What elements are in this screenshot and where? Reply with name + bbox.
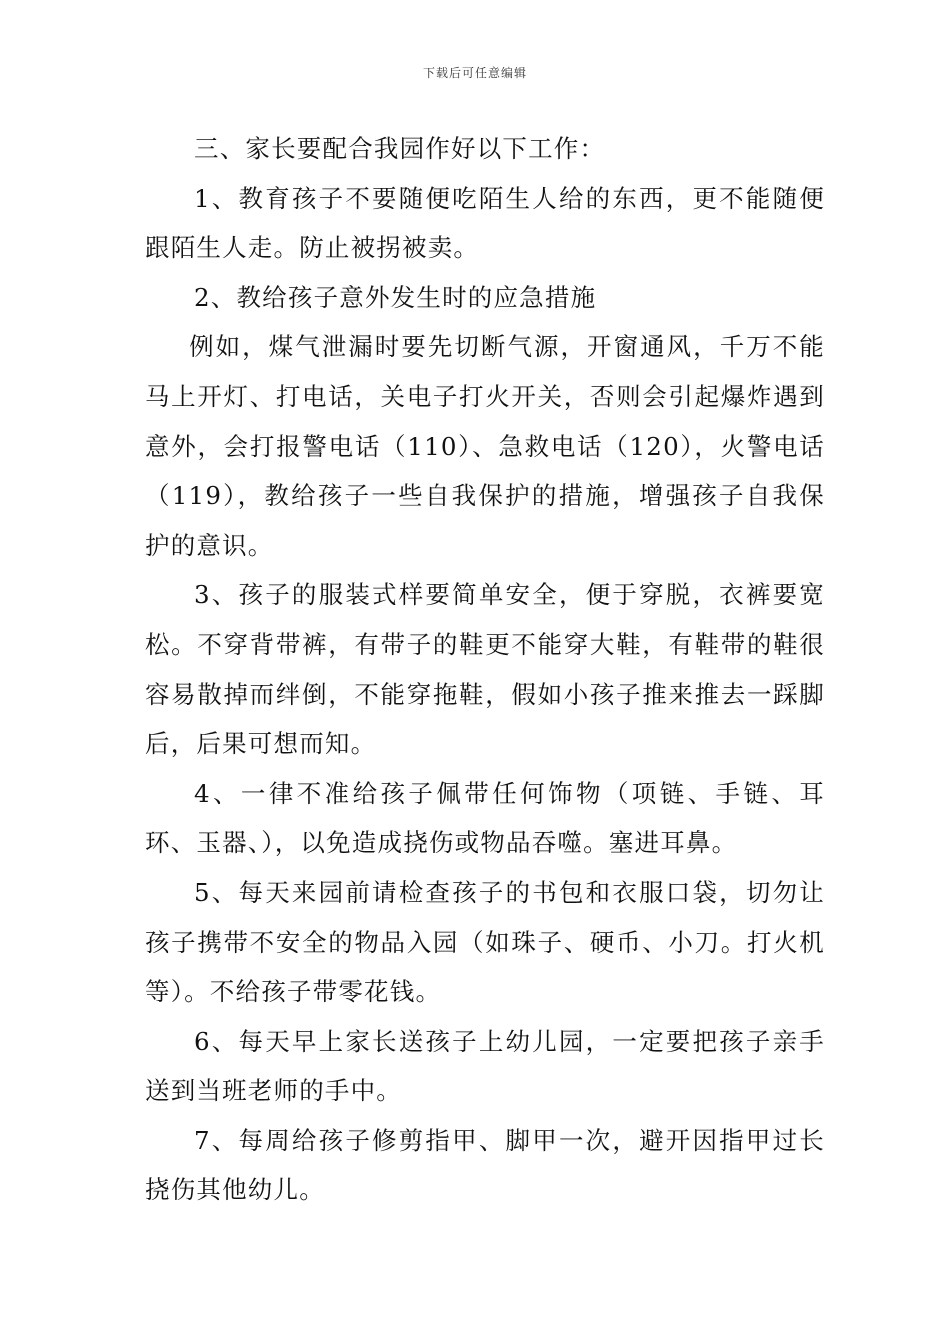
paragraph-item-1: 1、教育孩子不要随便吃陌生人给的东西，更不能随便跟陌生人走。防止被拐被卖。 (145, 183, 825, 263)
page-header: 下载后可任意编辑 (422, 66, 527, 80)
paragraph-item-2: 2、教给孩子意外发生时的应急措施 (194, 282, 597, 312)
paragraph-item-4: 4、一律不准给孩子佩带任何饰物（项链、手链、耳环、玉器、），以免造成挠伤或物品吞噬。塞进耳鼻。 (145, 778, 825, 858)
document-body (145, 124, 825, 1215)
paragraph-item-5: 5、每天来园前请检查孩子的书包和衣服口袋，切勿让孩子携带不安全的物品入园（如珠子、硬币、小刀。打火机等）。不给孩子带零花钱。 (145, 877, 825, 1007)
paragraph-item-3: 3、孩子的服装式样要简单安全，便于穿脱，衣裤要宽松。不穿背带裤，有带子的鞋更不能穿大鞋，有鞋带的鞋很容易散掉而绊倒，不能穿拖鞋，假如小孩子推来推去一踩脚后，后果可想而知。 (145, 580, 825, 759)
paragraph-item-6: 6、每天早上家长送孩子上幼儿园，一定要把孩子亲手送到当班老师的手中。 (145, 1026, 825, 1106)
paragraph-example: 例如，煤气泄漏时要先切断气源，开窗通风，千万不能马上开灯、打电话，关电子打火开关，否则会引起爆炸遇到意外，会打报警电话（110）、急救电话（120），火警电话（119），教给孩子一些自我保护的措施，增强孩子自我保护的意识。 (145, 332, 825, 560)
section-heading: 三、家长要配合我园作好以下工作： (194, 134, 606, 163)
paragraph-item-7: 7、每周给孩子修剪指甲、脚甲一次，避开因指甲过长挠伤其他幼儿。 (145, 1125, 825, 1205)
